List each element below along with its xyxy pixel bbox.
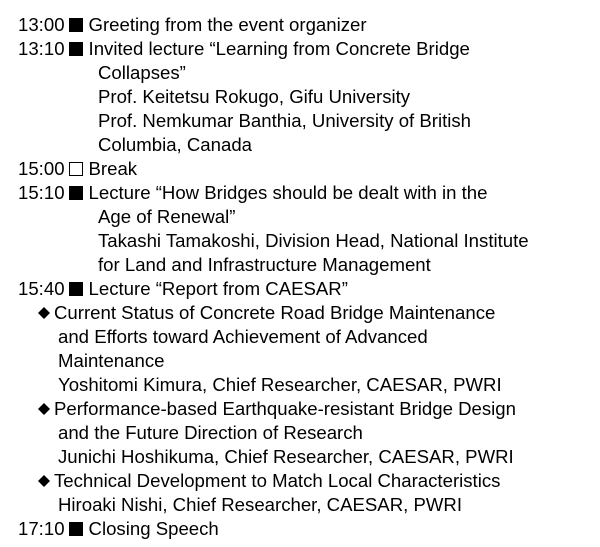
subitem-title-continued: and the Future Direction of Research — [58, 422, 363, 443]
time-label: 17:10 — [18, 518, 65, 539]
item-title: Invited lecture “Learning from Concrete Bridge — [88, 38, 470, 59]
item-title-continued: Age of Renewal” — [98, 206, 236, 227]
subitem-title: Current Status of Concrete Road Bridge Maintenance — [54, 302, 496, 323]
subitem-speaker: Hiroaki Nishi, Chief Researcher, CAESAR, PWRI — [58, 494, 463, 515]
item-title: Break — [88, 158, 138, 179]
diamond-bullet-icon — [38, 307, 50, 319]
diamond-bullet-icon — [38, 403, 50, 415]
item-title: Closing Speech — [88, 518, 219, 539]
item-title: Lecture “Report from CAESAR” — [88, 278, 348, 299]
subitem-1 — [38, 301, 495, 325]
subitem-speaker: Yoshitomi Kimura, Chief Researcher, CAESAR, PWRI — [58, 374, 502, 395]
subitem-title-continued: and Efforts toward Achievement of Advanced — [58, 326, 428, 347]
subitem-3 — [38, 469, 500, 493]
speaker-line-continued: for Land and Infrastructure Management — [98, 254, 431, 275]
schedule-row-1710 — [18, 517, 219, 541]
time-label: 15:10 — [18, 182, 65, 203]
filled-square-icon — [69, 282, 83, 296]
time-label: 15:40 — [18, 278, 65, 299]
subitem-title: Technical Development to Match Local Characteristics — [54, 470, 501, 491]
schedule-row-1310 — [18, 37, 470, 61]
schedule-row-1300 — [18, 13, 367, 37]
diamond-bullet-icon — [38, 475, 50, 487]
subitem-2 — [38, 397, 516, 421]
filled-square-icon — [69, 42, 83, 56]
schedule-row-1540 — [18, 277, 348, 301]
speaker-line: Prof. Keitetsu Rokugo, Gifu University — [98, 86, 411, 107]
filled-square-icon — [69, 522, 83, 536]
item-title: Greeting from the event organizer — [88, 14, 367, 35]
subitem-title-continued: Maintenance — [58, 350, 165, 371]
filled-square-icon — [69, 186, 83, 200]
subitem-title: Performance-based Earthquake-resistant Bridge Design — [54, 398, 516, 419]
item-title-continued: Collapses” — [98, 62, 186, 83]
speaker-line-continued: Columbia, Canada — [98, 134, 253, 155]
item-title: Lecture “How Bridges should be dealt with in the — [88, 182, 488, 203]
schedule-row-1500 — [18, 157, 137, 181]
open-square-icon — [69, 162, 83, 176]
time-label: 13:00 — [18, 14, 65, 35]
filled-square-icon — [69, 18, 83, 32]
speaker-line: Prof. Nemkumar Banthia, University of British — [98, 110, 472, 131]
speaker-line: Takashi Tamakoshi, Division Head, National Institute — [98, 230, 529, 251]
schedule-row-1510 — [18, 181, 488, 205]
time-label: 13:10 — [18, 38, 65, 59]
time-label: 15:00 — [18, 158, 65, 179]
subitem-speaker: Junichi Hoshikuma, Chief Researcher, CAESAR, PWRI — [58, 446, 514, 467]
